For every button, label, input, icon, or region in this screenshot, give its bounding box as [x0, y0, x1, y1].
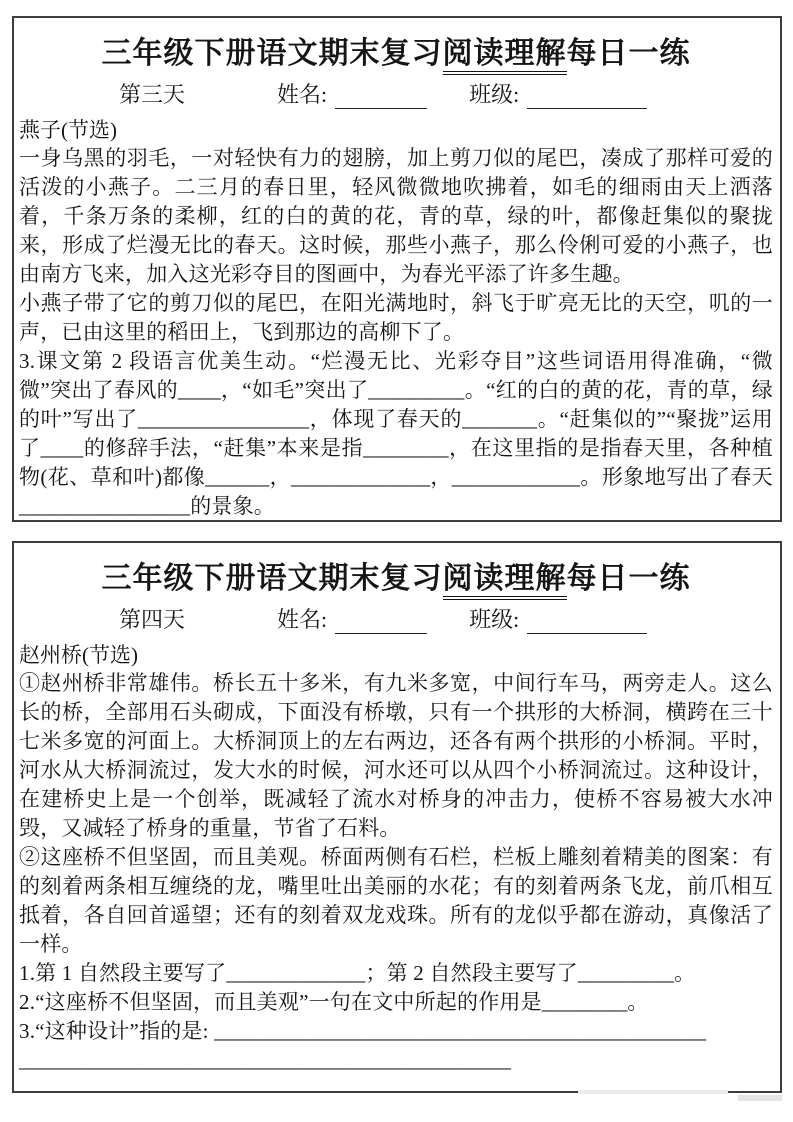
question-3-day3: 3.课文第 2 段语言优美生动。“烂漫无比、光彩夺目”这些词语用得准确，“微微”突出了春风的____，“如毛”突出了_________。“红的白的黄的花，青的草，绿的叶”写出了________________，体现了春天的_______。“赶集似的”“聚拢”运用了____的修辞手法，“赶集”本来是指________，在这里指的是指春天里，各种植物(花、草和叶)都像______，_____________，____________。形象地写出了春天________________的景象。	[19, 349, 773, 518]
title-suffix: 每日一练	[566, 562, 691, 595]
passage-paragraph-2: ②这座桥不但坚固，而且美观。桥面两侧有石栏，栏板上雕刻着精美的图案：有的刻着两条相互缠绕的龙，嘴里吐出美丽的水花；有的刻着两条飞龙，前爪相互抵着，各自回首遥望；还有的刻着双龙戏珠。所有的龙似乎都在游动，真像活了一样。	[19, 845, 773, 956]
name-label: 姓名:	[277, 82, 328, 107]
title-suffix: 每日一练	[566, 37, 691, 70]
passage-title: 赵州桥(节选)	[19, 643, 138, 667]
class-blank	[527, 86, 647, 109]
class-label: 班级:	[469, 607, 520, 632]
title-prefix: 三年级下册语文期末复习	[101, 37, 443, 70]
header-row	[19, 78, 773, 109]
class-blank	[527, 611, 647, 634]
class-label: 班级:	[469, 82, 520, 107]
worksheet-title	[19, 553, 773, 597]
worksheet-title	[19, 28, 773, 72]
question-2-day4: 2.“这座桥不但坚固，而且美观”一句在文中所起的作用是________。	[19, 990, 649, 1014]
passage-paragraph-2: 小燕子带了它的剪刀似的尾巴，在阳光满地时，斜飞于旷亮无比的天空，叽的一声，已由这里的稻田上，飞到那边的高柳下了。	[19, 291, 773, 344]
worksheet-day4	[12, 541, 782, 1093]
scan-artifact	[578, 1090, 728, 1094]
scan-artifact	[738, 1095, 782, 1101]
name-blank	[335, 86, 427, 109]
day-label: 第四天	[119, 607, 186, 632]
passage-title: 燕子(节选)	[19, 118, 117, 142]
title-emphasis-underlined: 阅读理解	[443, 562, 567, 600]
title-prefix: 三年级下册语文期末复习	[101, 562, 443, 595]
name-label: 姓名:	[277, 607, 328, 632]
worksheet-day3	[12, 16, 782, 522]
title-emphasis-underlined: 阅读理解	[443, 37, 567, 75]
passage-paragraph-1: ①赵州桥非常雄伟。桥长五十多米，有九米多宽，中间行车马，两旁走人。这么长的桥，全部用石头砌成，下面没有桥墩，只有一个拱形的大桥洞，横跨在三十七米多宽的河面上。大桥洞顶上的左右两边，还各有两个拱形的小桥洞。平时，河水从大桥洞流过，发大水的时候，河水还可以从四个小桥洞流过。这种设计，在建桥史上是一个创举，既减轻了流水对桥身的冲击力，使桥不容易被大水冲毁，又减轻了桥身的重量，节省了石料。	[19, 671, 773, 840]
name-blank	[335, 611, 427, 634]
question-3-day4: 3.“这种设计”指的是: ______________________________________________	[19, 1019, 707, 1043]
question-1-day4: 1.第 1 自然段主要写了_____________；第 2 自然段主要写了_________。	[19, 961, 696, 985]
day-label: 第三天	[119, 82, 186, 107]
question-3-answer-line: ______________________________________________	[19, 1048, 512, 1072]
header-row	[19, 603, 773, 634]
passage-paragraph-1: 一身乌黑的羽毛，一对轻快有力的翅膀，加上剪刀似的尾巴，凑成了那样可爱的活泼的小燕子。二三月的春日里，轻风微微地吹拂着，如毛的细雨由天上洒落着，千条万条的柔柳，红的白的黄的花，青的草，绿的叶，都像赶集似的聚拢来，形成了烂漫无比的春天。这时候，那些小燕子，那么伶俐可爱的小燕子，也由南方飞来，加入这光彩夺目的图画中，为春光平添了许多生趣。	[19, 146, 773, 286]
